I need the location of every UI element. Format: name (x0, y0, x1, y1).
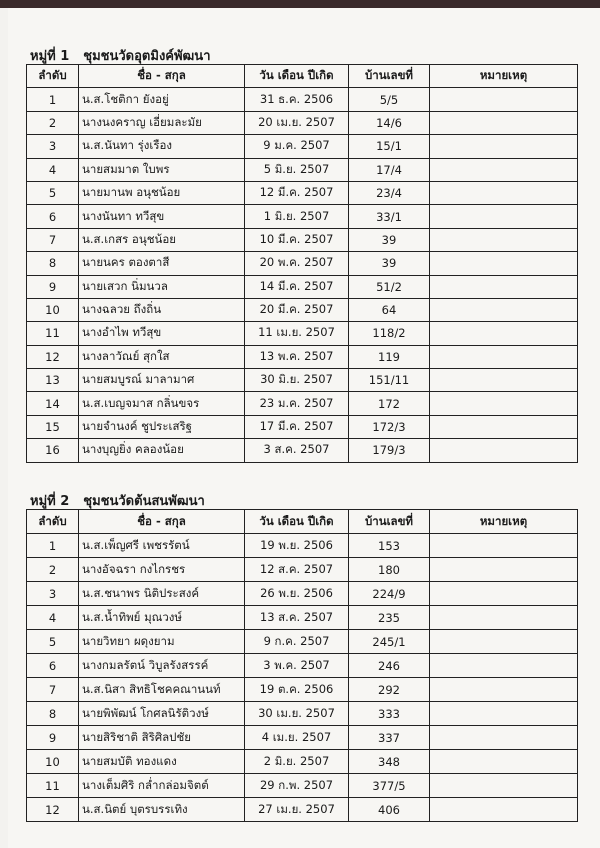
cell-name: นายสิริชาติ สิริศิลปชัย (79, 726, 245, 750)
header-dob: วัน เดือน ปีเกิด (245, 65, 349, 88)
cell-no: 6 (27, 654, 79, 678)
table-row (27, 275, 578, 298)
cell-house: 180 (349, 558, 430, 582)
table-row (27, 181, 578, 204)
cell-note (430, 630, 578, 654)
cell-dob: 2 มิ.ย. 2507 (245, 750, 349, 774)
cell-note (430, 558, 578, 582)
header-name: ชื่อ - สกุล (79, 65, 245, 88)
cell-note (430, 774, 578, 798)
cell-house: 17/4 (349, 158, 430, 181)
table-row (27, 678, 578, 702)
table-row (27, 252, 578, 275)
cell-dob: 20 เม.ย. 2507 (245, 111, 349, 134)
cell-no: 5 (27, 181, 79, 204)
cell-house: 245/1 (349, 630, 430, 654)
section-1-body (27, 88, 578, 462)
section-2-table (26, 509, 578, 822)
cell-name: น.ส.นิสา สิทธิโชคคณานนท์ (79, 678, 245, 702)
cell-house: 377/5 (349, 774, 430, 798)
table-row (27, 345, 578, 368)
cell-no: 12 (27, 798, 79, 822)
header-house: บ้านเลขที่ (349, 65, 430, 88)
cell-dob: 14 มี.ค. 2507 (245, 275, 349, 298)
cell-note (430, 678, 578, 702)
header-note: หมายเหตุ (430, 510, 578, 534)
cell-house: 151/11 (349, 369, 430, 392)
header-house: บ้านเลขที่ (349, 510, 430, 534)
cell-house: 118/2 (349, 322, 430, 345)
cell-no: 9 (27, 275, 79, 298)
cell-dob: 30 มิ.ย. 2507 (245, 369, 349, 392)
cell-note (430, 322, 578, 345)
cell-name: น.ส.นิตย์ บุตรบรรเทิง (79, 798, 245, 822)
cell-no: 8 (27, 702, 79, 726)
table-header-row (27, 65, 578, 88)
table-row (27, 606, 578, 630)
table-row (27, 111, 578, 134)
cell-no: 11 (27, 322, 79, 345)
cell-no: 3 (27, 582, 79, 606)
community-name: ชุมชนวัดอุตมิงค์พัฒนา (83, 49, 211, 64)
cell-house: 51/2 (349, 275, 430, 298)
cell-dob: 26 พ.ย. 2506 (245, 582, 349, 606)
cell-no: 10 (27, 750, 79, 774)
cell-dob: 31 ธ.ค. 2506 (245, 88, 349, 111)
cell-name: นางลาวัณย์ สุกใส (79, 345, 245, 368)
cell-house: 119 (349, 345, 430, 368)
cell-note (430, 392, 578, 415)
cell-house: 39 (349, 252, 430, 275)
cell-dob: 11 เม.ย. 2507 (245, 322, 349, 345)
cell-no: 10 (27, 298, 79, 321)
cell-name: นายวิทยา ผดุงยาม (79, 630, 245, 654)
cell-note (430, 798, 578, 822)
table-row (27, 630, 578, 654)
table-row (27, 582, 578, 606)
cell-name: นายจำนงค์ ชูประเสริฐ (79, 415, 245, 438)
cell-no: 9 (27, 726, 79, 750)
cell-note (430, 135, 578, 158)
cell-name: นายพิพัฒน์ โกศลนิรัติวงษ์ (79, 702, 245, 726)
cell-note (430, 439, 578, 462)
cell-name: น.ส.โชติกา ยังอยู่ (79, 88, 245, 111)
cell-name: นายสมบูรณ์ มาลามาศ (79, 369, 245, 392)
table-row (27, 774, 578, 798)
table-row (27, 702, 578, 726)
cell-house: 406 (349, 798, 430, 822)
table-row (27, 228, 578, 251)
cell-name: นายสมมาต ใบพร (79, 158, 245, 181)
cell-no: 11 (27, 774, 79, 798)
cell-dob: 27 เม.ย. 2507 (245, 798, 349, 822)
table-row (27, 534, 578, 558)
cell-note (430, 228, 578, 251)
section-1-table (26, 64, 578, 463)
top-edge-bar (0, 0, 600, 8)
cell-name: นางบุญยิ่ง คลองน้อย (79, 439, 245, 462)
cell-dob: 5 มิ.ย. 2507 (245, 158, 349, 181)
table-row (27, 158, 578, 181)
cell-note (430, 298, 578, 321)
cell-name: นายมานพ อนุชน้อย (79, 181, 245, 204)
cell-house: 235 (349, 606, 430, 630)
cell-note (430, 111, 578, 134)
cell-house: 337 (349, 726, 430, 750)
table-row (27, 750, 578, 774)
cell-no: 15 (27, 415, 79, 438)
table-row (27, 369, 578, 392)
header-name: ชื่อ - สกุล (79, 510, 245, 534)
cell-dob: 10 มี.ค. 2507 (245, 228, 349, 251)
cell-house: 33/1 (349, 205, 430, 228)
cell-house: 5/5 (349, 88, 430, 111)
cell-house: 64 (349, 298, 430, 321)
cell-note (430, 252, 578, 275)
village-number: หมู่ที่ 2 (30, 494, 70, 509)
cell-house: 172/3 (349, 415, 430, 438)
table-header-row (27, 510, 578, 534)
cell-name: นายนคร ตองตาสี (79, 252, 245, 275)
cell-name: นางนงคราญ เอี่ยมละมัย (79, 111, 245, 134)
cell-no: 2 (27, 558, 79, 582)
table-row (27, 392, 578, 415)
cell-name: นางอัจฉรา กงไกรชร (79, 558, 245, 582)
cell-no: 16 (27, 439, 79, 462)
cell-name: น.ส.เบญจมาส กลิ่นขจร (79, 392, 245, 415)
cell-no: 14 (27, 392, 79, 415)
table-row (27, 88, 578, 111)
table-row (27, 298, 578, 321)
header-no: ลำดับ (27, 510, 79, 534)
section-1-title (30, 45, 211, 66)
cell-note (430, 606, 578, 630)
table-row (27, 322, 578, 345)
section-2-title (30, 490, 205, 511)
cell-name: นายเสวก นิ่มนวล (79, 275, 245, 298)
cell-name: น.ส.นันทา รุ่งเรือง (79, 135, 245, 158)
cell-dob: 12 มี.ค. 2507 (245, 181, 349, 204)
cell-house: 39 (349, 228, 430, 251)
cell-no: 13 (27, 369, 79, 392)
cell-no: 7 (27, 678, 79, 702)
cell-name: นางกมลรัตน์ วิบูลรังสรรค์ (79, 654, 245, 678)
cell-dob: 20 มี.ค. 2507 (245, 298, 349, 321)
cell-note (430, 181, 578, 204)
table-row (27, 726, 578, 750)
cell-dob: 1 มิ.ย. 2507 (245, 205, 349, 228)
cell-house: 172 (349, 392, 430, 415)
cell-no: 2 (27, 111, 79, 134)
table-row (27, 135, 578, 158)
cell-note (430, 158, 578, 181)
cell-note (430, 582, 578, 606)
table-row (27, 654, 578, 678)
cell-name: น.ส.ชนาพร นิติประสงค์ (79, 582, 245, 606)
cell-no: 8 (27, 252, 79, 275)
cell-dob: 19 พ.ย. 2506 (245, 534, 349, 558)
header-no: ลำดับ (27, 65, 79, 88)
cell-house: 14/6 (349, 111, 430, 134)
cell-name: นางอำไพ ทวีสุข (79, 322, 245, 345)
cell-dob: 9 ม.ค. 2507 (245, 135, 349, 158)
header-dob: วัน เดือน ปีเกิด (245, 510, 349, 534)
cell-house: 292 (349, 678, 430, 702)
cell-name: น.ส.น้ำทิพย์ มุณวงษ์ (79, 606, 245, 630)
cell-no: 3 (27, 135, 79, 158)
section-2-body (27, 534, 578, 822)
cell-dob: 13 พ.ค. 2507 (245, 345, 349, 368)
community-name: ชุมชนวัดต้นสนพัฒนา (83, 494, 205, 509)
table-row (27, 439, 578, 462)
cell-dob: 19 ต.ค. 2506 (245, 678, 349, 702)
cell-note (430, 702, 578, 726)
cell-house: 23/4 (349, 181, 430, 204)
cell-no: 5 (27, 630, 79, 654)
table-row (27, 558, 578, 582)
cell-note (430, 205, 578, 228)
cell-dob: 4 เม.ย. 2507 (245, 726, 349, 750)
cell-note (430, 654, 578, 678)
cell-house: 15/1 (349, 135, 430, 158)
cell-dob: 17 มี.ค. 2507 (245, 415, 349, 438)
cell-house: 333 (349, 702, 430, 726)
village-number: หมู่ที่ 1 (30, 49, 70, 64)
cell-note (430, 750, 578, 774)
table-row (27, 415, 578, 438)
cell-house: 224/9 (349, 582, 430, 606)
cell-no: 6 (27, 205, 79, 228)
cell-no: 4 (27, 158, 79, 181)
cell-no: 1 (27, 88, 79, 111)
cell-no: 7 (27, 228, 79, 251)
cell-dob: 3 ส.ค. 2507 (245, 439, 349, 462)
cell-note (430, 369, 578, 392)
cell-dob: 3 พ.ค. 2507 (245, 654, 349, 678)
cell-name: นายสมบัติ ทองแดง (79, 750, 245, 774)
cell-name: น.ส.เพ็ญศรี เพชรรัตน์ (79, 534, 245, 558)
cell-note (430, 88, 578, 111)
cell-house: 348 (349, 750, 430, 774)
cell-dob: 30 เม.ย. 2507 (245, 702, 349, 726)
cell-note (430, 345, 578, 368)
header-note: หมายเหตุ (430, 65, 578, 88)
cell-dob: 29 ก.พ. 2507 (245, 774, 349, 798)
cell-house: 153 (349, 534, 430, 558)
cell-note (430, 275, 578, 298)
cell-dob: 23 ม.ค. 2507 (245, 392, 349, 415)
cell-dob: 12 ส.ค. 2507 (245, 558, 349, 582)
cell-house: 246 (349, 654, 430, 678)
cell-name: นางเต็มศิริ กล่ำกล่อมจิตต์ (79, 774, 245, 798)
cell-dob: 9 ก.ค. 2507 (245, 630, 349, 654)
cell-no: 12 (27, 345, 79, 368)
cell-note (430, 726, 578, 750)
cell-dob: 13 ส.ค. 2507 (245, 606, 349, 630)
table-row (27, 205, 578, 228)
cell-no: 4 (27, 606, 79, 630)
cell-house: 179/3 (349, 439, 430, 462)
cell-no: 1 (27, 534, 79, 558)
cell-dob: 20 พ.ค. 2507 (245, 252, 349, 275)
cell-name: น.ส.เกสร อนุชน้อย (79, 228, 245, 251)
cell-name: นางนันทา ทวีสุข (79, 205, 245, 228)
table-row (27, 798, 578, 822)
cell-note (430, 534, 578, 558)
cell-note (430, 415, 578, 438)
cell-name: นางฉลวย ถึงถิ่น (79, 298, 245, 321)
